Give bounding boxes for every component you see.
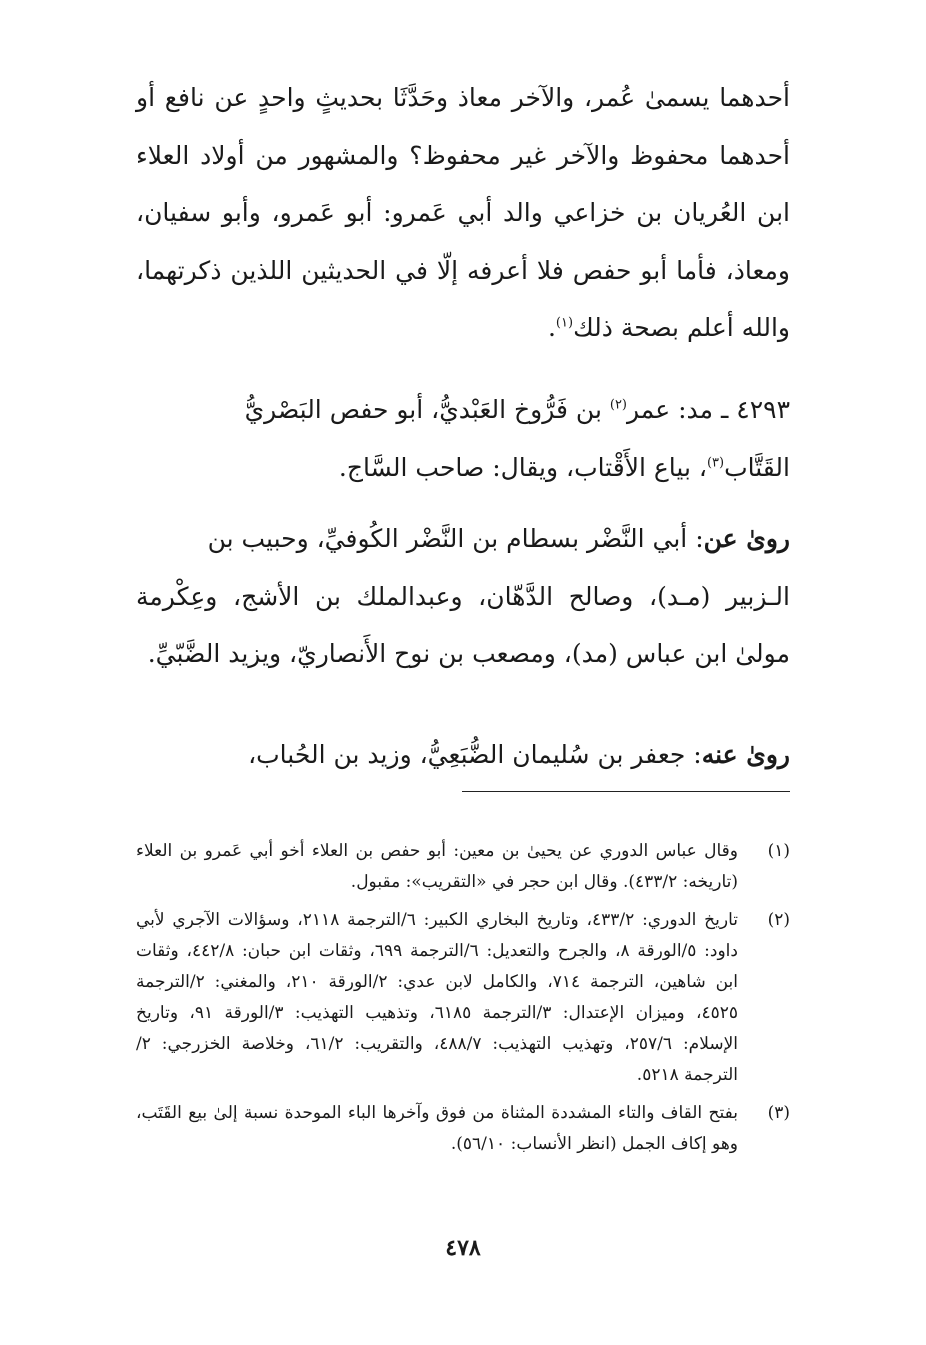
footnote-2 [136, 905, 790, 1091]
footnote-text: بفتح القاف والتاء المشددة المثناة من فوق وآخرها الباء الموحدة نسبة إلىٰ بيع القَتَب، وهو إكاف الجمل (انظر الأنساب: ٥٦/١٠). [136, 1103, 738, 1154]
narrated-from-colon: : [687, 524, 704, 553]
entry-description: ، بياع الأَقْتاب، ويقال: صاحب السَّاج. [338, 452, 707, 482]
footnote-number: (٣) [767, 1103, 790, 1123]
footnote-ref-2[interactable]: (٢) [609, 397, 627, 413]
footnote-ref-3[interactable]: (٣) [706, 455, 725, 471]
footnote-divider [462, 791, 790, 792]
narrated-by-list: جعفر بن سُليمان الضُّبَعِيُّ، وزيد بن الحُباب، [248, 740, 686, 769]
entry-dash: ـ [713, 395, 737, 424]
narrated-from-first-line: أبي النَّضْر بسطام بن النَّضْر الكُوفيِّ، وحبيب بن [207, 524, 688, 553]
narrated-by-section [136, 726, 790, 784]
footnote-text: وقال عباس الدوري عن يحيىٰ بن معين: أبو حفص بن العلاء أخو أبي عَمرو بن العلاء (تاريخه: ٤٣٣/٢). وقال ابن حجر في «التقريب»: مقبول. [136, 841, 738, 892]
entry-name-rest: بن فَرُّوخ العَبْديُّ، أبو حفص البَصْريُّ [244, 395, 610, 424]
narrated-from-line-1 [136, 510, 790, 568]
footnote-3 [136, 1098, 790, 1160]
footnotes [136, 836, 790, 1167]
paragraph-end: . [547, 313, 556, 342]
paragraph-text: أحدهما يسمىٰ عُمر، والآخر معاذ وحَدَّثَا بحديثٍ واحدٍ عن نافع أو أحدهما محفوظ والآخر غير محفوظ؟ والمشهور من أولاد العلاء ابن العُريان بن خزاعي والد أبي عَمرو: أبو عَمرو، وأبو سفيان، ومعاذ، فأما أبو حفص فلا أعرفه إلّا في الحديثين اللذين ذكرتهما، والله أعلم بصحة ذلك [136, 83, 790, 342]
paragraph-continuation [136, 69, 790, 357]
narrated-from-label: روىٰ عن [703, 524, 790, 553]
footnote-1 [136, 836, 790, 898]
page-number: ٤٧٨ [445, 1235, 481, 1261]
entry-name: مد: عمر [627, 395, 714, 424]
entry-heading-line-1 [136, 381, 790, 439]
footnote-number: (٢) [767, 910, 790, 930]
footnote-ref-1[interactable]: (١) [555, 315, 574, 331]
narrated-from-section [136, 510, 790, 683]
narrated-from-list: الـزبير (مـد)، وصالح الدَّهّان، وعبدالملك بن الأشج، وعِكْرمة مولىٰ ابن عباس (مد)، ومصعب بن نوح الأَنصاريّ، ويزيد الضَّبّيِّ. [136, 581, 790, 668]
narrated-by-label: روىٰ عنه [701, 740, 790, 769]
entry-number: ٤٢٩٣ [736, 395, 790, 424]
footnote-number: (١) [767, 841, 790, 861]
entry-heading [136, 381, 790, 496]
narrated-by-colon: : [685, 740, 702, 769]
entry-nisba: القَتَّاب [724, 452, 790, 482]
footnote-text: تاريخ الدوري: ٤٣٣/٢، وتاريخ البخاري الكبير: ٦/الترجمة ٢١١٨، وسؤالات الآجري لأبي داود: ٥/الورقة ٨، والجرح والتعديل: ٦/الترجمة ٦٩٩، وثقات ابن حبان: ٤٤٢/٨، وثقات ابن شاهين، الترجمة ٧١٤، والكامل لابن عدي: ٢/الورقة ٢١٠، والمغني: ٢/الترجمة ٤٥٢٥، وميزان الإعتدال: ٣/الترجمة ٦١٨٥، وتذهيب التهذيب: ٣/الورقة ٩١، وتاريخ الإسلام: ٢٥٧/٦، وتهذيب التهذيب: ٤٨٨/٧، والتقريب: ٦١/٢، وخلاصة الخزرجي: ٢/الترجمة ٥٢١٨. [136, 910, 739, 1085]
